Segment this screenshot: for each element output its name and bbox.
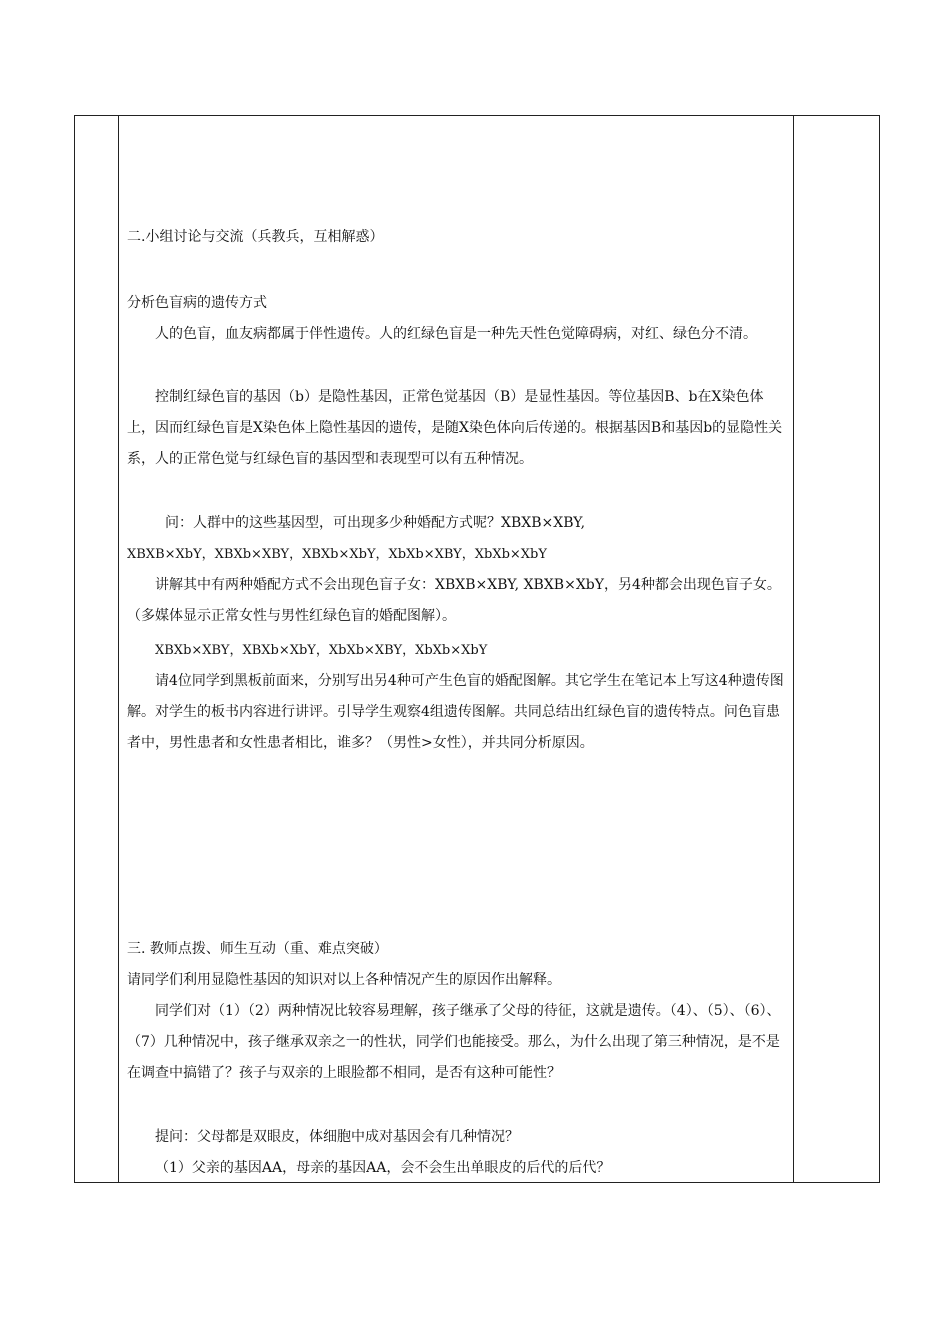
- section2-paragraph-5: 请4位同学到黑板前面来，分别写出另4种可产生色盲的婚配图解。其它学生在笔记本上写这4种遗传图解。对学生的板书内容进行讲评。引导学生观察4组遗传图解。共同总结出红绿色盲的遗传特点。问色盲患者中，男性患者和女性患者相比，谁多？（男性>女性），并共同分析原因。: [127, 673, 784, 751]
- section3-paragraph-1: 请同学们利用显隐性基因的知识对以上各种情况产生的原因作出解释。: [127, 972, 561, 988]
- section3-heading: 三. 教师点拨、师生互动（重、难点突破）: [127, 941, 388, 957]
- lesson-table: [74, 115, 880, 1183]
- column-divider-right: [793, 116, 794, 1182]
- section2-heading: 二.小组讨论与交流（兵教兵，互相解惑）: [127, 229, 384, 245]
- section3-paragraph-3: 提问：父母都是双眼皮，体细胞中成对基因会有几种情况？: [155, 1129, 519, 1145]
- section2-paragraph-3: 讲解其中有两种婚配方式不会出现色盲子女：XBXB×XBY, XBXB×XbY，另4种都会出现色盲子女。（多媒体显示正常女性与男性红绿色盲的婚配图解）。: [127, 577, 781, 624]
- section3-paragraph-4: （1）父亲的基因AA，母亲的基因AA，会不会生出单眼皮的后代的后代？: [155, 1160, 611, 1176]
- section2-paragraph-1: 人的色盲，血友病都属于伴性遗传。人的红绿色盲是一种先天性色觉障碍病，对红、绿色分不清。: [155, 326, 757, 342]
- section2-paragraph-2: 控制红绿色盲的基因（b）是隐性基因，正常色觉基因（B）是显性基因。等位基因B、b在X染色体上，因而红绿色盲是X染色体上隐性基因的遗传，是随X染色体向后传递的。根据基因B和基因b的显隐性关系，人的正常色觉与红绿色盲的基因型和表现型可以有五种情况。: [127, 389, 783, 467]
- section2-question-crosses: XBXB×XbY，XBXb×XBY，XBXb×XbY，XbXb×XBY，XbXb×XbY: [127, 547, 547, 562]
- section2-question: 问：人群中的这些基因型，可出现多少种婚配方式呢？XBXB×XBY,: [165, 515, 586, 531]
- section2-crosses-list: XBXb×XBY，XBXb×XbY，XbXb×XBY，XbXb×XbY: [155, 643, 488, 658]
- section2-subheading: 分析色盲病的遗传方式: [127, 295, 267, 311]
- column-divider-left: [118, 116, 119, 1182]
- section3-paragraph-2: 同学们对（1）（2）两种情况比较容易理解，孩子继承了父母的待征，这就是遗传。（4）、（5）、（6）、（7）几种情况中，孩子继承双亲之一的性状，同学们也能接受。那么，为什么出现了第三种情况，是不是在调查中搞错了？孩子与双亲的上眼脸都不相同，是否有这种可能性？: [127, 1003, 781, 1081]
